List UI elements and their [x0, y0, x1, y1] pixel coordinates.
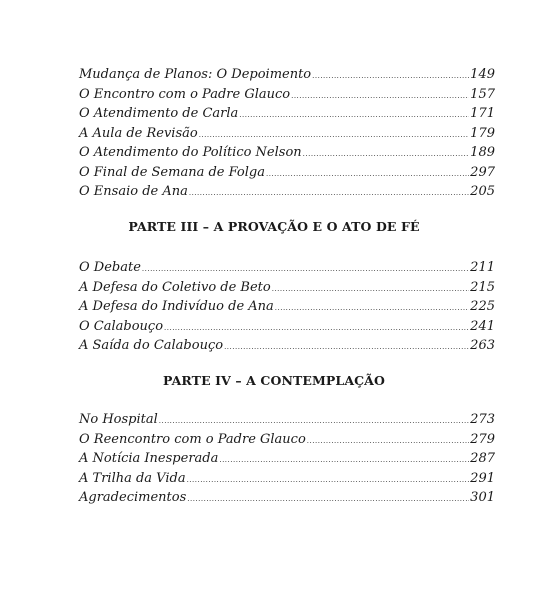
toc-entry-title: A Aula de Revisão: [79, 125, 198, 141]
toc-entry-title: A Notícia Inesperada: [79, 451, 219, 466]
toc-entry-title: O Reencontro com o Padre Glauco: [79, 431, 306, 447]
toc-entry: [79, 410, 495, 430]
section-heading-part-4: PARTE IV – A CONTEMPLAÇÃO: [163, 373, 385, 388]
toc-entry-page: 211: [470, 260, 495, 275]
dot-leader: [199, 132, 469, 139]
toc-entry: [79, 258, 495, 278]
dot-leader: [239, 112, 469, 119]
toc-entry-page: 241: [470, 318, 495, 334]
dot-leader: [312, 73, 469, 80]
dot-leader: [272, 286, 469, 293]
toc-entry-title: A Trilha da Vida: [79, 470, 186, 486]
toc-entry: [79, 469, 495, 489]
toc-entry: [79, 143, 495, 163]
toc-entry-page: 263: [470, 338, 495, 353]
toc-entry-title: O Encontro com o Padre Glauco: [79, 86, 291, 102]
toc-entry: [79, 449, 495, 469]
toc-entry-title: O Atendimento de Carla: [79, 106, 239, 121]
toc-entry: [79, 85, 495, 105]
toc-entry: [79, 488, 495, 508]
toc-entry: [79, 182, 495, 202]
toc-entry: [79, 124, 495, 144]
dot-leader: [307, 438, 469, 445]
toc-entry-title: Agradecimentos: [79, 490, 187, 505]
toc-entry: [79, 65, 495, 85]
dot-leader: [159, 418, 469, 425]
toc-entry-page: 301: [470, 490, 495, 505]
toc-entry-page: 273: [470, 412, 495, 427]
toc-entry-page: 225: [470, 299, 495, 314]
toc-entry-page: 297: [470, 164, 495, 180]
dot-leader: [189, 190, 469, 197]
toc-entry-page: 205: [470, 184, 495, 199]
toc-entry-page: 215: [470, 279, 495, 295]
dot-leader: [266, 171, 469, 178]
toc-entry: [79, 317, 495, 337]
toc-list-part-4: [79, 410, 495, 508]
toc-entry-page: 291: [470, 470, 495, 486]
toc-entry-page: 189: [470, 145, 495, 160]
toc-entry-title: O Ensaio de Ana: [79, 184, 188, 199]
toc-entry-title: Mudança de Planos: O Depoimento: [79, 67, 312, 82]
dot-leader: [219, 457, 469, 464]
toc-entry-title: O Atendimento do Político Nelson: [79, 145, 302, 160]
toc-list-part-3: [79, 258, 495, 356]
dot-leader: [291, 93, 469, 100]
toc-entry: [79, 336, 495, 356]
toc-entry-page: 149: [470, 67, 495, 82]
toc-entry: [79, 104, 495, 124]
toc-entry-title: O Debate: [79, 260, 141, 275]
toc-entry: [79, 430, 495, 450]
dot-leader: [142, 266, 469, 273]
toc-entry-page: 171: [470, 106, 495, 121]
dot-leader: [187, 477, 470, 484]
section-heading-part-3: PARTE III – A PROVAÇÃO E O ATO DE FÉ: [128, 219, 420, 234]
dot-leader: [187, 496, 469, 503]
dot-leader: [275, 305, 469, 312]
toc-entry-title: A Defesa do Coletivo de Beto: [79, 279, 271, 295]
dot-leader: [303, 151, 470, 158]
toc-entry-title: A Defesa do Indivíduo de Ana: [79, 299, 274, 314]
toc-entry-page: 287: [470, 451, 495, 466]
toc-entry: [79, 297, 495, 317]
dot-leader: [224, 344, 469, 351]
toc-entry: [79, 163, 495, 183]
toc-entry-page: 157: [470, 86, 495, 102]
toc-entry: [79, 278, 495, 298]
toc-entry-page: 179: [470, 125, 495, 141]
toc-entry-title: O Calabouço: [79, 318, 164, 334]
dot-leader: [164, 325, 469, 332]
toc-list-part-2: [79, 65, 495, 202]
toc-entry-title: O Final de Semana de Folga: [79, 164, 265, 180]
toc-entry-title: A Saída do Calabouço: [79, 338, 224, 353]
toc-entry-title: No Hospital: [79, 412, 158, 427]
toc-entry-page: 279: [470, 431, 495, 447]
